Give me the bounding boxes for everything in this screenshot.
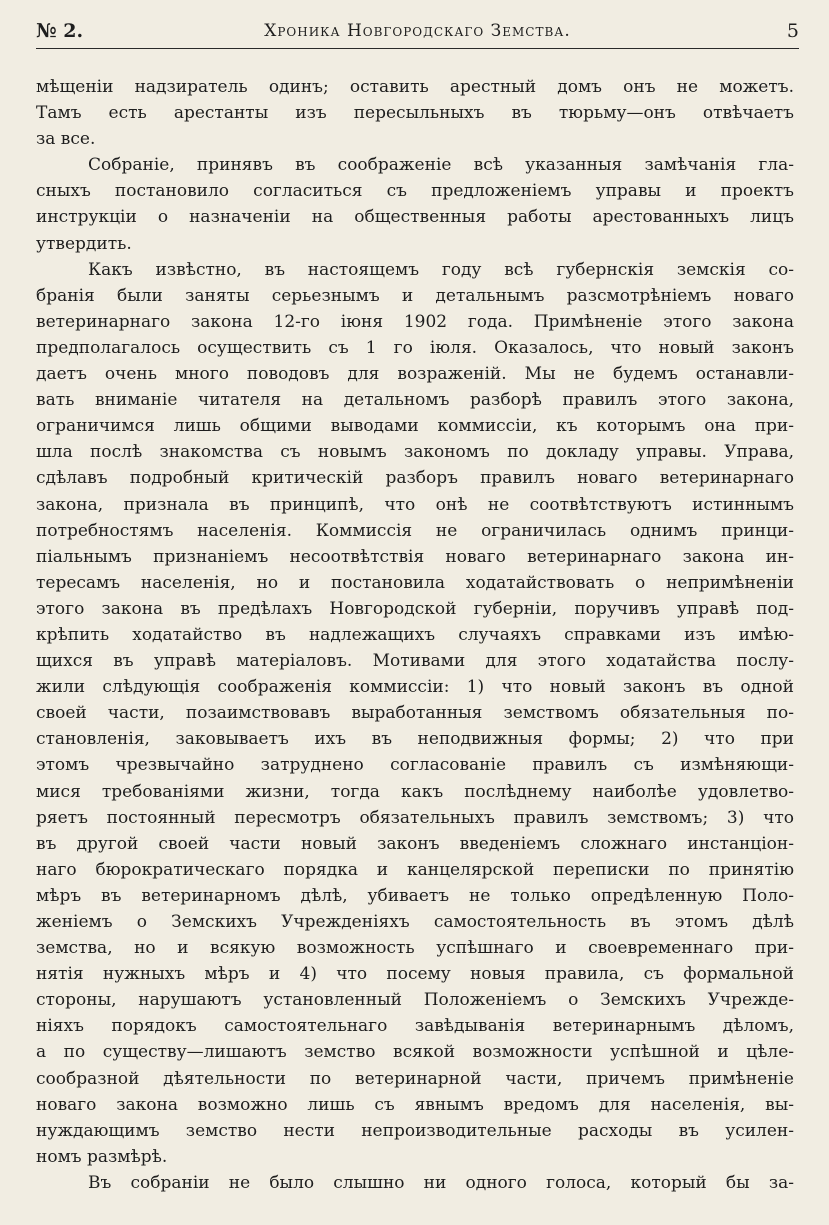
text-line: номъ размѣрѣ. — [36, 1146, 168, 1167]
text-line: женіемъ о Земскихъ Учрежденіяхъ самостоятельность въ этомъ дѣлѣ — [36, 912, 794, 932]
text-line: за все. — [36, 129, 96, 150]
text-line: нуждающимъ земство нести непроизводительные расходы въ усилен- — [36, 1120, 794, 1141]
text-line: мѣщеніи надзиратель одинъ; оставить арестный домъ онъ не можетъ. — [36, 77, 794, 97]
running-header — [36, 20, 799, 49]
text-line: шла послѣ знакомства съ новымъ закономъ по докладу управы. Управа, — [36, 442, 794, 463]
text-line: піальнымъ признаніемъ несоотвѣтствія новаго ветеринарнаго закона ин- — [36, 546, 794, 567]
text-line: этомъ чрезвычайно затруднено согласованіе правилъ съ измѣняющи- — [36, 755, 794, 776]
text-line: своей части, позаимствовавъ выработанныя земствомъ обязательныя по- — [36, 703, 794, 724]
text-line: потребностямъ населенія. Коммиссія не ограничилась однимъ принци- — [36, 520, 794, 541]
body-text — [36, 74, 794, 1196]
text-line: предполагалось осуществить съ 1 го іюля. Оказалось, что новый законъ — [36, 337, 794, 358]
text-line: наго бюрократическаго порядка и канцелярской переписки по принятію — [36, 859, 794, 880]
text-line: становленія, заковываетъ ихъ въ неподвижныя формы; 2) что при — [36, 729, 794, 750]
text-line: новаго закона возможно лишь съ явнымъ вредомъ для населенія, вы- — [36, 1094, 794, 1115]
text-line: тересамъ населенія, но и постановила ходатайствовать о непримѣненіи — [36, 572, 794, 593]
journal-title: Хроника Новгородскаго Земства. — [264, 21, 571, 41]
text-line: въ другой своей части новый законъ введеніемъ сложнаго инстанціон- — [36, 833, 794, 854]
text-line: вать вниманіе читателя на детальномъ разборѣ правилъ этого закона, — [36, 390, 794, 411]
text-line: сообразной дѣятельности по ветеринарной части, причемъ примѣненіе — [36, 1068, 794, 1089]
text-line: нятія нужныхъ мѣръ и 4) что посему новыя правила, съ формальной — [36, 964, 794, 985]
page-number: 5 — [786, 20, 799, 42]
text-line: мися требованіями жизни, тогда какъ послѣднему наиболѣе удовлетво- — [36, 781, 794, 802]
text-line: бранія были заняты серьезнымъ и детальнымъ разсмотрѣніемъ новаго — [36, 285, 794, 306]
text-line: сдѣлавъ подробный критическій разборъ правилъ новаго ветеринарнаго — [36, 468, 794, 489]
text-line: инструкціи о назначеніи на общественныя работы арестованныхъ лицъ — [36, 207, 794, 228]
text-line: ограничимся лишь общими выводами коммиссіи, къ которымъ она при- — [36, 416, 794, 437]
text-line: крѣпить ходатайство въ надлежащихъ случаяхъ справками изъ имѣю- — [36, 624, 794, 645]
text-line: этого закона въ предѣлахъ Новгородской губерніи, поручивъ управѣ под- — [36, 598, 794, 619]
text-line: земства, но и всякую возможность успѣшнаго и своевременнаго при- — [36, 938, 794, 959]
text-line: Какъ извѣстно, въ настоящемъ году всѣ губернскія земскія со- — [88, 259, 794, 280]
text-line: утвердить. — [36, 233, 132, 254]
text-line: Собраніе, принявъ въ соображеніе всѣ указанныя замѣчанія гла- — [88, 155, 794, 176]
text-line: ніяхъ порядокъ самостоятельнаго завѣдыванія ветеринарнымъ дѣломъ, — [36, 1016, 794, 1037]
text-line: Тамъ есть арестанты изъ пересыльныхъ въ тюрьму—онъ отвѣчаетъ — [36, 103, 794, 124]
text-line: а по существу—лишаютъ земство всякой возможности успѣшной и цѣле- — [36, 1042, 794, 1063]
text-line: закона, признала въ принципѣ, что онѣ не соотвѣтствуютъ истиннымъ — [36, 494, 794, 515]
text-line: ряетъ постоянный пересмотръ обязательныхъ правилъ земствомъ; 3) что — [36, 807, 794, 828]
text-line: сныхъ постановило согласиться съ предложеніемъ управы и проектъ — [36, 181, 794, 202]
text-line: ветеринарнаго закона 12-го іюня 1902 года. Примѣненіе этого закона — [36, 311, 794, 332]
text-line: даетъ очень много поводовъ для возраженій. Мы не будемъ останавли- — [36, 364, 794, 385]
text-line: жили слѣдующія соображенія коммиссіи: 1) что новый законъ въ одной — [36, 677, 794, 698]
issue-number: № 2. — [36, 20, 84, 42]
text-line: стороны, нарушаютъ установленный Положеніемъ о Земскихъ Учрежде- — [36, 990, 794, 1011]
text-line: щихся въ управѣ матеріаловъ. Мотивами для этого ходатайства послу- — [36, 651, 794, 672]
text-line: Въ собраніи не было слышно ни одного голоса, который бы за- — [88, 1172, 794, 1193]
text-line: мѣръ въ ветеринарномъ дѣлѣ, убиваетъ не только опредѣленную Поло- — [36, 885, 794, 906]
